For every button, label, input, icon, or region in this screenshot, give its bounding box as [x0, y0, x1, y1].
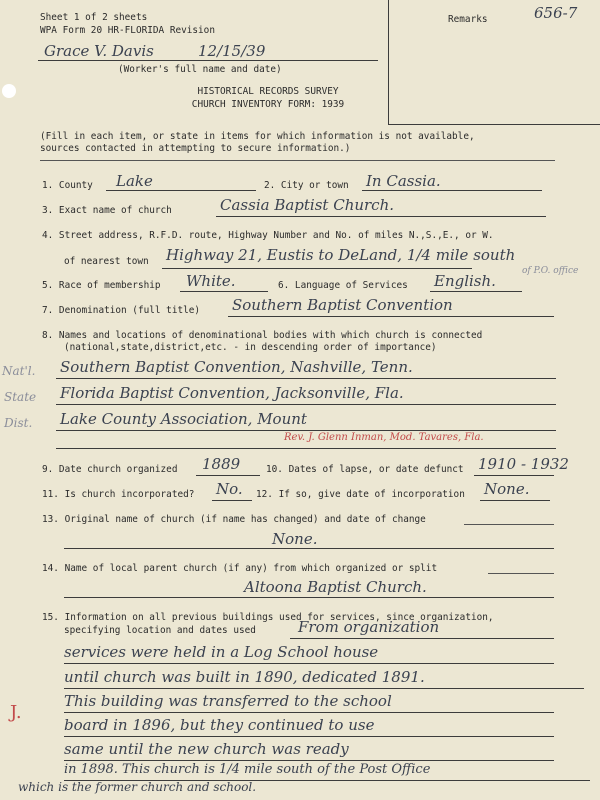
- street-address-value: Highway 21, Eustis to DeLand, 1/4 mile south: [166, 246, 516, 264]
- margin-mark: J.: [10, 702, 22, 723]
- instructions-line-1: (Fill in each item, or state in items for which information is not available,: [40, 131, 475, 142]
- county-label: 1. County: [42, 180, 93, 191]
- race-value: White.: [186, 272, 236, 290]
- moderator-note: Rev. J. Glenn Inman, Mod. Tavares, Fla.: [284, 432, 484, 443]
- form-subtitle: CHURCH INVENTORY FORM: 1939: [191, 99, 345, 110]
- worker-signature: Grace V. Davis: [44, 42, 154, 60]
- district-body: Lake County Association, Mount: [60, 410, 307, 428]
- street-address-label: 4. Street address, R.F.D. route, Highway Number and No. of miles N.,S.,E., or W.: [42, 230, 494, 241]
- worker-caption: (Worker's full name and date): [118, 64, 282, 75]
- parent-church-value: Altoona Baptist Church.: [244, 578, 427, 596]
- previous-buildings-label-2: specifying location and dates used: [64, 625, 256, 636]
- incorporated-value: No.: [216, 480, 243, 498]
- language-value: English.: [434, 272, 496, 290]
- previous-buildings-label-1: 15. Information on all previous buildings used for services, since organization,: [42, 612, 494, 623]
- incorporation-date-label: 12. If so, give date of incorporation: [256, 489, 465, 500]
- city-label: 2. City or town: [264, 180, 349, 191]
- language-label: 6. Language of Services: [278, 280, 408, 291]
- form-title: HISTORICAL RECORDS SURVEY: [197, 86, 339, 97]
- organized-label: 9. Date church organized: [42, 464, 178, 475]
- previous-buildings-line-2: services were held in a Log School house: [64, 643, 379, 661]
- previous-buildings-line-6: same until the new church was ready: [64, 740, 349, 758]
- parent-church-label: 14. Name of local parent church (if any) from which organized or split: [42, 563, 438, 574]
- previous-buildings-line-5: board in 1896, but they continued to use: [64, 716, 375, 734]
- instructions-line-2: sources contacted in attempting to secure information.): [40, 143, 351, 154]
- form-id: WPA Form 20 HR-FLORIDA Revision: [40, 25, 215, 36]
- nearest-town-label: of nearest town: [64, 256, 149, 267]
- organized-value: 1889: [202, 455, 241, 473]
- bodies-label-1: 8. Names and locations of denominational bodies with which church is connected: [42, 330, 483, 341]
- denomination-label: 7. Denomination (full title): [42, 305, 201, 316]
- sheet-number: Sheet 1 of 2 sheets: [40, 12, 148, 23]
- denomination-value: Southern Baptist Convention: [232, 296, 453, 314]
- race-label: 5. Race of membership: [42, 280, 161, 291]
- national-body: Southern Baptist Convention, Nashville, Tenn.: [60, 358, 413, 376]
- state-tag: State: [4, 390, 37, 404]
- worker-date: 12/15/39: [198, 42, 266, 60]
- church-name-label: 3. Exact name of church: [42, 205, 172, 216]
- previous-buildings-line-7: in 1898. This church is 1/4 mile south of the Post Office: [64, 762, 431, 777]
- previous-buildings-line-8: which is the former church and school.: [18, 780, 257, 794]
- district-tag: Dist.: [4, 416, 33, 430]
- state-body: Florida Baptist Convention, Jacksonville, Fla.: [60, 384, 404, 402]
- county-value: Lake: [116, 172, 153, 190]
- original-name-value: None.: [272, 530, 318, 548]
- original-name-label: 13. Original name of church (if name has changed) and date of change: [42, 514, 426, 525]
- previous-buildings-line-4: This building was transferred to the school: [64, 692, 392, 710]
- lapse-label: 10. Dates of lapse, or date defunct: [266, 464, 464, 475]
- church-name-value: Cassia Baptist Church.: [220, 196, 395, 214]
- bodies-label-2: (national,state,district,etc. - in descending order of importance): [64, 342, 437, 353]
- street-address-note: of P.O. office: [522, 266, 579, 276]
- previous-buildings-line-3: until church was built in 1890, dedicated 1891.: [64, 668, 425, 686]
- page-number: 656-7: [534, 4, 578, 22]
- incorporated-label: 11. Is church incorporated?: [42, 489, 195, 500]
- remarks-heading: Remarks: [448, 14, 488, 25]
- punch-hole: [2, 84, 16, 98]
- incorporation-date-value: None.: [484, 480, 530, 498]
- lapse-value: 1910 - 1932: [478, 455, 569, 473]
- previous-buildings-line-1: From organization: [298, 618, 440, 636]
- city-value: In Cassia.: [366, 172, 441, 190]
- national-tag: Nat'l.: [2, 364, 36, 378]
